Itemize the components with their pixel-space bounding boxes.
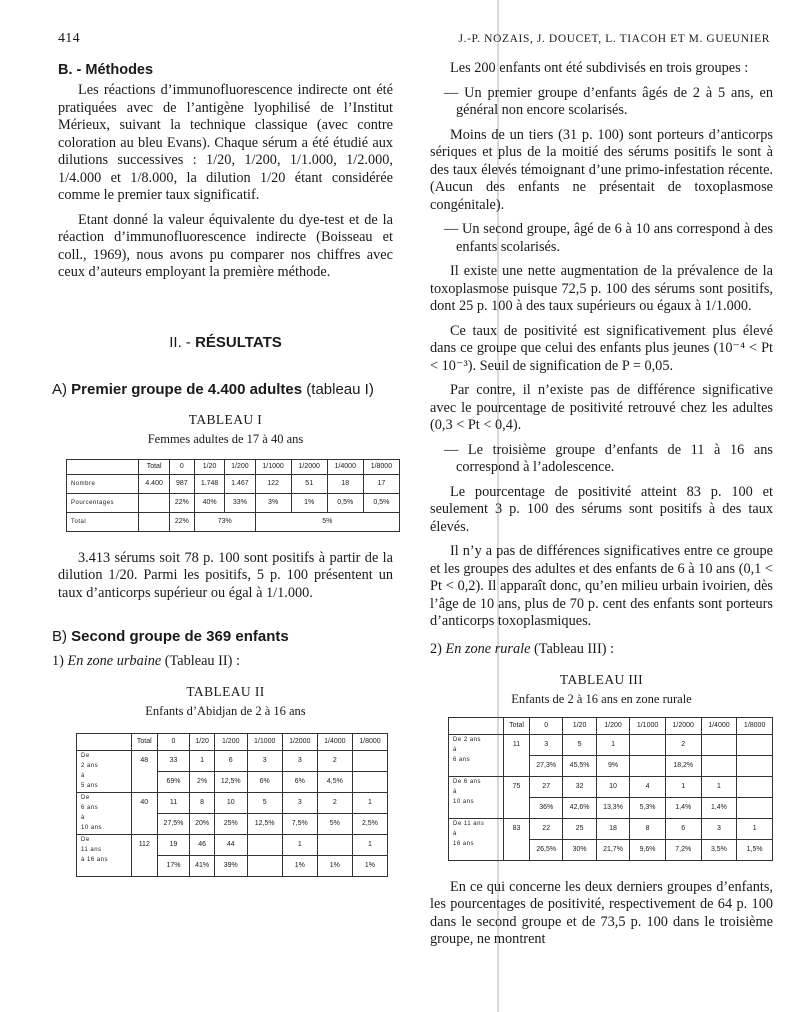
row-label: Total: [67, 512, 139, 531]
count-cell: 1: [352, 835, 387, 856]
table-header-cell: Total: [504, 717, 530, 734]
percent-cell: 6%: [282, 772, 317, 793]
percent-cell: 25%: [214, 814, 247, 835]
group-label: [449, 776, 504, 818]
count-cell: [630, 734, 666, 755]
right-paragraph-1: Les 200 enfants ont été subdivisés en trois groupes :: [450, 60, 749, 76]
table-header-cell: 0: [169, 459, 194, 474]
row-label: Nombre: [67, 474, 139, 493]
group-label-line: 10 ans: [453, 798, 475, 805]
percent-cell: 27,3%: [530, 755, 563, 776]
percent-cell: 12,5%: [214, 772, 247, 793]
row-label: Pourcentages: [67, 493, 139, 512]
table-header-cell: 1/2000: [282, 734, 317, 751]
percent-cell: 1,4%: [701, 797, 737, 818]
table-cell: 4.400: [139, 474, 169, 493]
group-label-line: à 16 ans: [81, 857, 109, 863]
group-total: 11: [504, 734, 530, 776]
table-header-cell: 0: [157, 734, 190, 751]
table-cell: [139, 512, 169, 531]
count-cell: 2: [317, 793, 352, 814]
table-row: [449, 818, 773, 839]
group-label-line: à: [453, 830, 457, 837]
percent-cell: 36%: [530, 797, 563, 818]
table-header-cell: 1/200: [214, 734, 247, 751]
percent-cell: 18,2%: [665, 755, 701, 776]
count-cell: 1: [596, 734, 629, 755]
table-cell: 40%: [194, 493, 224, 512]
group-label-line: De: [81, 753, 90, 759]
percent-cell: 41%: [190, 856, 214, 877]
table-header-cell: 1/20: [194, 459, 224, 474]
count-cell: 10: [214, 793, 247, 814]
count-cell: 3: [530, 734, 563, 755]
group-label-line: à: [81, 773, 85, 779]
percent-cell: 69%: [157, 772, 190, 793]
count-cell: 6: [665, 818, 701, 839]
table-header-row: [67, 459, 400, 474]
table-cell: 5%: [255, 512, 399, 531]
group-label: [77, 793, 132, 835]
count-cell: 1: [737, 818, 773, 839]
table-cell: 1.467: [225, 474, 255, 493]
right-paragraph-4: — Un second groupe, âgé de 6 à 10 ans correspond à des enfants scolarisés.: [444, 221, 773, 255]
count-cell: 5: [247, 793, 282, 814]
table-row: [77, 751, 388, 772]
table-cell: [139, 493, 169, 512]
right-paragraph-10: Il n’y a pas de différences significatives entre ce groupe et les groupes des adultes et des enfants de 6 à 10 ans (0,1 < Pt < 0,2). Il apparaît donc, qu’en milieu urbain ivoirien, dès l’âge de 10 ans, plus de 70 p. cent des enfants sont porteurs d’anticorps toxoplasmiques.: [430, 543, 773, 629]
group-label-line: De 6 ans: [453, 778, 482, 785]
table-row: [77, 835, 388, 856]
table-header-cell: 1/2000: [665, 717, 701, 734]
count-cell: 27: [530, 776, 563, 797]
percent-cell: 30%: [563, 839, 596, 860]
right-last-paragraph: En ce qui concerne les deux derniers groupes d’enfants, les pourcentages de positivité, respectivement de 64 p. 100 dans le second groupe et de 73,5 p. 100 dans le troisième groupe, ne montrent: [430, 878, 773, 947]
sub1-heading: 1) En zone urbaine (Tableau II) :: [52, 653, 240, 669]
count-cell: 25: [563, 818, 596, 839]
count-cell: [701, 734, 737, 755]
percent-cell: 45,5%: [563, 755, 596, 776]
percent-cell: 1%: [317, 856, 352, 877]
table-row: [67, 493, 400, 512]
table-header-cell: 0: [530, 717, 563, 734]
table-cell: 33%: [225, 493, 255, 512]
group-total: 75: [504, 776, 530, 818]
count-cell: 3: [247, 751, 282, 772]
count-cell: 1: [665, 776, 701, 797]
count-cell: 19: [157, 835, 190, 856]
table2: [76, 733, 388, 877]
sub2-heading: 2) En zone rurale (Tableau III) :: [430, 640, 615, 657]
count-cell: 6: [214, 751, 247, 772]
table-header-cell: 1/200: [225, 459, 255, 474]
methodes-paragraph-2: Etant donné la valeur équivalente du dye-test et de la réaction d’immunofluorescence indirecte (Boisseau et coll., 1969), nous avons pu comparer nos chiffres avec ceux d’auteurs employant la première méthode.: [58, 211, 393, 280]
percent-cell: 13,3%: [596, 797, 629, 818]
percent-cell: 5%: [317, 814, 352, 835]
right-column: [430, 60, 773, 956]
percent-cell: 20%: [190, 814, 214, 835]
group-total: 112: [132, 835, 158, 877]
count-cell: 2: [665, 734, 701, 755]
count-cell: [352, 751, 387, 772]
right-paragraph-3: Moins de un tiers (31 p. 100) sont porteurs d’anticorps sériques et plus de la moitié des sérums positifs le sont à des taux élevés témoignant d’une primo-infestation récente. (Aucun des enfants ne présentait de toxoplasmose congénitale).: [430, 126, 773, 213]
table-cell: 1.748: [194, 474, 224, 493]
table-row: [77, 793, 388, 814]
group-label-line: De: [81, 795, 90, 801]
section-a-heading: A) Premier groupe de 4.400 adultes (tableau I): [52, 380, 374, 398]
table-header-cell: 1/200: [596, 717, 629, 734]
count-cell: 18: [596, 818, 629, 839]
group-label-line: 2 ans: [81, 763, 99, 769]
count-cell: 2: [317, 751, 352, 772]
right-paragraph-6: Ce taux de positivité est significativement plus élevé dans ce groupe que celui des enfants plus jeunes (10⁻⁴ < Pt < 10⁻³). Seuil de signification de P = 0,05.: [430, 322, 773, 374]
percent-cell: 42,6%: [563, 797, 596, 818]
percent-cell: 4,5%: [317, 772, 352, 793]
table-header-cell: 1/20: [190, 734, 214, 751]
table-header-cell: 1/2000: [291, 459, 327, 474]
table-cell: 0,5%: [363, 493, 399, 512]
count-cell: 44: [214, 835, 247, 856]
percent-cell: 5,3%: [630, 797, 666, 818]
table-cell: 3%: [255, 493, 291, 512]
count-cell: 4: [630, 776, 666, 797]
table-row: [449, 776, 773, 797]
group-label-line: 6 ans: [81, 805, 99, 811]
group-label-line: De 11 ans: [453, 820, 485, 827]
percent-cell: 12,5%: [247, 814, 282, 835]
percent-cell: 1,5%: [737, 839, 773, 860]
count-cell: 46: [190, 835, 214, 856]
count-cell: 1: [352, 793, 387, 814]
table1-caption: TABLEAU I: [188, 411, 263, 427]
percent-cell: 6%: [247, 772, 282, 793]
count-cell: 33: [157, 751, 190, 772]
count-cell: 1: [701, 776, 737, 797]
group-label-line: De: [81, 837, 90, 843]
section-b-heading: B) Second groupe de 369 enfants: [52, 628, 289, 645]
group-total: 83: [504, 818, 530, 860]
right-paragraph-7: Par contre, il n’existe pas de différence significative avec le pourcentage de positivité retrouvé chez les adultes (0,3 < Pt < 0,4).: [430, 382, 773, 433]
count-cell: 3: [282, 751, 317, 772]
count-cell: [737, 776, 773, 797]
count-cell: 11: [157, 793, 190, 814]
count-cell: [247, 835, 282, 856]
percent-cell: 9,6%: [630, 839, 666, 860]
table-corner-cell: [67, 459, 139, 474]
group-label-line: 16 ans: [453, 840, 475, 847]
table3: [448, 717, 773, 861]
table-header-cell: 1/8000: [363, 459, 399, 474]
table-cell: 51: [291, 474, 327, 493]
table1-subtitle: Femmes adultes de 17 à 40 ans: [147, 431, 304, 446]
table-cell: 987: [169, 474, 194, 493]
table-corner-cell: [77, 734, 132, 751]
table-header-row: [449, 717, 773, 734]
table3-caption: TABLEAU III: [559, 671, 644, 687]
count-cell: 8: [190, 793, 214, 814]
table2-subtitle: Enfants d’Abidjan de 2 à 16 ans: [145, 704, 306, 718]
group-label-line: 6 ans: [453, 756, 471, 763]
count-cell: [737, 734, 773, 755]
table1: [66, 459, 400, 532]
group-label-line: à: [453, 788, 457, 795]
count-cell: 32: [563, 776, 596, 797]
table-header-cell: 1/1000: [630, 717, 666, 734]
group-label: [449, 734, 504, 776]
table-cell: 1%: [291, 493, 327, 512]
table-corner-cell: [449, 717, 504, 734]
percent-cell: 2%: [190, 772, 214, 793]
percent-cell: 21,7%: [596, 839, 629, 860]
table-cell: 73%: [194, 512, 255, 531]
count-cell: [317, 835, 352, 856]
table-header-cell: 1/8000: [737, 717, 773, 734]
percent-cell: 1%: [282, 856, 317, 877]
percent-cell: 9%: [596, 755, 629, 776]
right-paragraph-8: — Le troisième groupe d’enfants de 11 à 16 ans correspond à l’adolescence.: [444, 441, 773, 475]
group-label-line: De 2 ans: [453, 736, 482, 743]
after-table1-paragraph: 3.413 sérums soit 78 p. 100 sont positifs à partir de la dilution 1/20. Parmi les positifs, 5 p. 100 présentent un taux d’anticorps supérieur ou égal à 1/1.000.: [58, 549, 393, 601]
count-cell: 1: [190, 751, 214, 772]
percent-cell: 7,5%: [282, 814, 317, 835]
percent-cell: 7,2%: [665, 839, 701, 860]
table-header-cell: Total: [139, 459, 169, 474]
right-paragraph-2: — Un premier groupe d’enfants âgés de 2 à 5 ans, en général non encore scolarisés.: [444, 84, 773, 118]
percent-cell: 1,4%: [665, 797, 701, 818]
table-header-cell: 1/4000: [317, 734, 352, 751]
methodes-heading: B. - Méthodes: [58, 62, 154, 78]
table-header-cell: 1/4000: [701, 717, 737, 734]
running-head: J.-P. NOZAIS, J. DOUCET, L. TIACOH ET M. GUEUNIER: [458, 33, 770, 45]
table-header-cell: 1/4000: [327, 459, 363, 474]
count-cell: 3: [282, 793, 317, 814]
group-label-line: 10 ans: [81, 825, 103, 831]
table-cell: 122: [255, 474, 291, 493]
table-cell: 22%: [169, 512, 194, 531]
group-label: [449, 818, 504, 860]
table-header-cell: 1/1000: [247, 734, 282, 751]
group-label: [77, 751, 132, 793]
table-row: [449, 734, 773, 755]
percent-cell: 3,5%: [701, 839, 737, 860]
table-cell: 22%: [169, 493, 194, 512]
count-cell: 22: [530, 818, 563, 839]
group-label-line: à: [81, 815, 85, 821]
percent-cell: [247, 856, 282, 877]
group-label-line: 11 ans: [81, 847, 102, 853]
table-cell: 17: [363, 474, 399, 493]
group-label-line: 5 ans: [81, 783, 99, 789]
table-header-row: [77, 734, 388, 751]
left-column: [52, 60, 393, 877]
page-number: 414: [58, 31, 80, 46]
right-paragraph-5: Il existe une nette augmentation de la prévalence de la toxoplasmose puisque 72,5 p. 100 des sérums sont positifs, dont 25 p. 100 à des taux supérieurs ou égaux à 1/1.000.: [430, 263, 773, 314]
count-cell: 10: [596, 776, 629, 797]
table-row: [67, 512, 400, 531]
percent-cell: 17%: [157, 856, 190, 877]
table2-caption: TABLEAU II: [186, 684, 265, 699]
right-paragraph-9: Le pourcentage de positivité atteint 83 p. 100 et seulement 3 p. 100 des sérums sont positifs à des taux élevés.: [430, 483, 773, 535]
percent-cell: 26,5%: [530, 839, 563, 860]
resultats-heading: II. - RÉSULTATS: [169, 333, 282, 351]
percent-cell: [737, 755, 773, 776]
count-cell: 8: [630, 818, 666, 839]
group-label-line: à: [453, 746, 457, 753]
table-header-cell: 1/8000: [352, 734, 387, 751]
percent-cell: 1%: [352, 856, 387, 877]
percent-cell: 39%: [214, 856, 247, 877]
table-header-cell: 1/20: [563, 717, 596, 734]
table-header-cell: 1/1000: [255, 459, 291, 474]
group-label: [77, 835, 132, 877]
table-cell: 18: [327, 474, 363, 493]
percent-cell: [352, 772, 387, 793]
methodes-paragraph-1: Les réactions d’immunofluorescence indirecte ont été pratiquées avec de l’antigène lyophilisé de l’Institut Mérieux, suivant la technique classique (avec contre coloration au bleu Evans). Chaque sérum a été étudié aux dilutions successives : 1/20, 1/200, 1/1.000, 1/2.000, 1/4.000 et 1/8.000, la dilution 1/20 étant considérée comme le premier taux significatif.: [58, 82, 393, 203]
count-cell: 5: [563, 734, 596, 755]
table-header-cell: Total: [132, 734, 158, 751]
percent-cell: 2,5%: [352, 814, 387, 835]
percent-cell: [701, 755, 737, 776]
percent-cell: [737, 797, 773, 818]
group-total: 48: [132, 751, 158, 793]
percent-cell: 27,5%: [157, 814, 190, 835]
table3-subtitle: Enfants de 2 à 16 ans en zone rurale: [511, 691, 692, 706]
count-cell: 1: [282, 835, 317, 856]
percent-cell: [630, 755, 666, 776]
group-total: 40: [132, 793, 158, 835]
count-cell: 3: [701, 818, 737, 839]
table-cell: 0,5%: [327, 493, 363, 512]
table-row: [67, 474, 400, 493]
